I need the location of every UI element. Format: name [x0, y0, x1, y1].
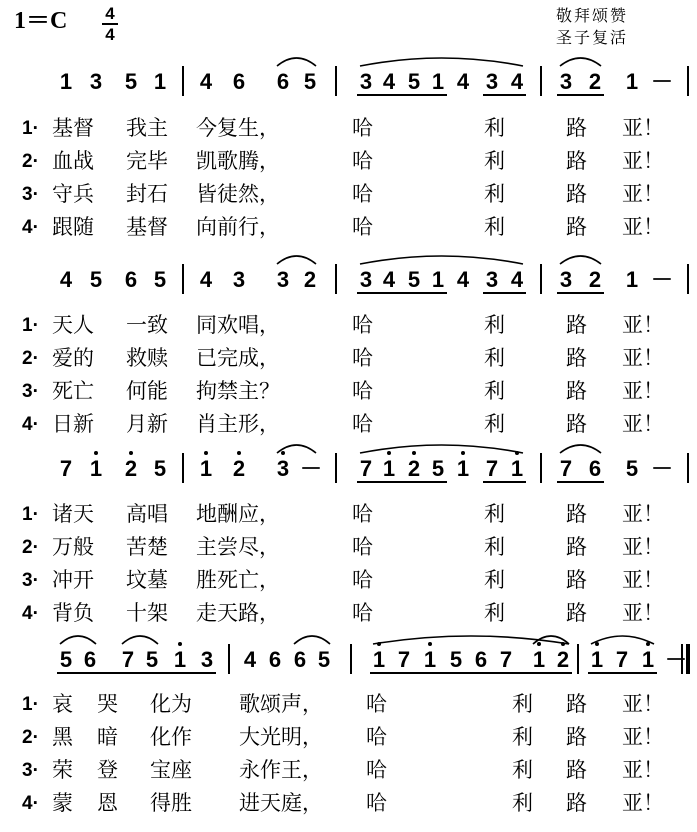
lyric-word: 恩 [97, 791, 118, 815]
lyric-word: 哈 [352, 149, 373, 173]
lyric-word: 化为 [150, 692, 192, 716]
lyric-word: 亚！ [622, 379, 664, 403]
slur-arc [560, 256, 601, 264]
jianpu-note: 2 [588, 69, 602, 94]
lyric-word: 利 [484, 346, 505, 370]
lyric-word: 暗 [97, 725, 118, 749]
jianpu-note: 6 [293, 647, 307, 672]
lyric-word: 亚！ [622, 412, 664, 436]
lyric-word: 亚！ [622, 116, 664, 140]
meter-top: 4 [105, 4, 115, 23]
lyric-word: 路 [566, 791, 587, 815]
verse-number: 2· [22, 727, 39, 748]
lyric-word: 哈 [352, 116, 373, 140]
jianpu-note: 4 [382, 69, 396, 94]
jianpu-note: 1 [382, 456, 396, 481]
jianpu-note: 4 [199, 69, 213, 94]
slur-arc [122, 636, 158, 644]
lyric-word: 坟墓 [126, 568, 168, 592]
lyric-word: 亚！ [622, 313, 664, 337]
lyric-word: 路 [566, 379, 587, 403]
lyric-word: 利 [484, 116, 505, 140]
verse-number: 4· [22, 603, 39, 624]
jianpu-note: 6 [268, 647, 282, 672]
lyric-word: 哈 [352, 215, 373, 239]
lyric-word: 背负 [52, 601, 94, 625]
verse-number: 2· [22, 151, 39, 172]
lyric-word: 基督 [52, 116, 94, 140]
lyric-word: 路 [566, 412, 587, 436]
jianpu-note: 1 [532, 647, 546, 672]
lyric-word: 哈 [352, 182, 373, 206]
verse-number: 4· [22, 793, 39, 814]
lyric-word: 哈 [352, 379, 373, 403]
lyric-word: 跟随 [52, 215, 94, 239]
lyric-word: 哈 [352, 346, 373, 370]
lyric-word: 亚！ [622, 149, 664, 173]
lyric-word: 月新 [126, 412, 168, 436]
jianpu-note: 6 [232, 69, 246, 94]
slur-arc [277, 58, 316, 66]
verse-number: 3· [22, 184, 39, 205]
jianpu-note: 7 [59, 456, 73, 481]
lyric-word: 亚！ [622, 692, 664, 716]
lyric-word: 亚！ [622, 791, 664, 815]
lyric-word: 救赎 [126, 346, 168, 370]
lyric-word: 走天路， [196, 601, 280, 625]
lyric-word: 肖主形， [196, 412, 280, 436]
lyric-word: 利 [484, 601, 505, 625]
lyric-word: 胜死亡， [196, 568, 280, 592]
octave-dot [461, 451, 465, 455]
lyric-word: 冲开 [52, 568, 94, 592]
octave-dot [129, 451, 133, 455]
jianpu-note: 7 [121, 647, 135, 672]
jianpu-note: 4 [199, 267, 213, 292]
lyric-word: 路 [566, 116, 587, 140]
jianpu-note: 3 [559, 267, 573, 292]
slur-arc [560, 445, 601, 453]
jianpu-note: 3 [89, 69, 103, 94]
lyric-word: 亚！ [622, 758, 664, 782]
jianpu-note: 2 [232, 456, 246, 481]
jianpu-note: 6 [474, 647, 488, 672]
lyric-word: 血战 [52, 149, 94, 173]
lyric-word: 路 [566, 568, 587, 592]
jianpu-note: 6 [124, 267, 138, 292]
jianpu-note: 4 [456, 267, 470, 292]
lyric-word: 哈 [366, 758, 387, 782]
jianpu-note: 5 [89, 267, 103, 292]
lyric-word: 今复生， [196, 116, 280, 140]
jianpu-note: 2 [556, 647, 570, 672]
lyric-word: 守兵 [52, 182, 94, 206]
lyric-word: 宝座 [150, 758, 192, 782]
verse-number: 1· [22, 118, 39, 139]
slur-arc [560, 58, 601, 66]
lyric-word: 利 [484, 379, 505, 403]
lyric-word: 路 [566, 313, 587, 337]
lyric-word: 利 [484, 215, 505, 239]
lyric-word: 哈 [352, 535, 373, 559]
jianpu-note: 3 [485, 69, 499, 94]
verse-number: 1· [22, 694, 39, 715]
jianpu-note: 3 [485, 267, 499, 292]
jianpu-note: 5 [153, 456, 167, 481]
lyric-word: 诸天 [52, 502, 94, 526]
lyric-word: 路 [566, 149, 587, 173]
verse-number: 4· [22, 414, 39, 435]
jianpu-note: 6 [83, 647, 97, 672]
lyric-word: 进天庭， [239, 791, 323, 815]
lyric-word: 十架 [126, 601, 168, 625]
lyric-word: 得胜 [150, 791, 192, 815]
octave-dot [204, 451, 208, 455]
jianpu-note: 1 [625, 69, 639, 94]
jianpu-note: 5 [431, 456, 445, 481]
lyric-word: 凯歌腾， [196, 149, 280, 173]
jianpu-note: 2 [588, 267, 602, 292]
jianpu-note: 4 [510, 267, 524, 292]
verse-number: 4· [22, 217, 39, 238]
jianpu-note: 5 [625, 456, 639, 481]
lyric-word: 荣 [52, 758, 73, 782]
octave-dot [428, 642, 432, 646]
verse-number: 3· [22, 381, 39, 402]
octave-dot [178, 642, 182, 646]
lyric-word: 利 [484, 535, 505, 559]
octave-dot [537, 642, 541, 646]
jianpu-note: 3 [359, 267, 373, 292]
lyric-word: 哀 [52, 692, 73, 716]
slur-arc [360, 256, 523, 264]
lyric-word: 永作王， [239, 758, 323, 782]
credit-category: 敬拜颂赞 [556, 6, 629, 25]
jianpu-note: 6 [276, 69, 290, 94]
octave-dot [281, 451, 285, 455]
lyric-word: 亚！ [622, 346, 664, 370]
lyric-word: 利 [512, 758, 533, 782]
jianpu-note: 1 [456, 456, 470, 481]
jianpu-note: 7 [559, 456, 573, 481]
lyric-word: 哈 [366, 791, 387, 815]
slur-arc [591, 636, 654, 644]
jianpu-note: 4 [59, 267, 73, 292]
jianpu-note: 6 [588, 456, 602, 481]
jianpu-note: 1 [173, 647, 187, 672]
jianpu-note: 3 [359, 69, 373, 94]
lyric-word: 哈 [352, 412, 373, 436]
lyric-word: 化作 [150, 725, 192, 749]
lyric-word: 皆徒然， [196, 182, 280, 206]
lyric-word: 高唱 [126, 502, 168, 526]
lyric-word: 哈 [352, 568, 373, 592]
lyric-word: 亚！ [622, 725, 664, 749]
lyric-word: 一致 [126, 313, 168, 337]
jianpu-note: 5 [153, 267, 167, 292]
lyric-word: 哈 [352, 601, 373, 625]
lyric-word: 路 [566, 346, 587, 370]
lyric-word: 利 [484, 412, 505, 436]
lyric-word: 地酬应， [196, 502, 280, 526]
jianpu-note: 7 [615, 647, 629, 672]
jianpu-note: 2 [124, 456, 138, 481]
lyric-word: 哈 [352, 502, 373, 526]
jianpu-note: 1 [625, 267, 639, 292]
lyric-word: 亚！ [622, 535, 664, 559]
lyric-word: 利 [484, 502, 505, 526]
octave-dot [387, 451, 391, 455]
lyric-word: 基督 [126, 215, 168, 239]
lyric-word: 亚！ [622, 215, 664, 239]
lyric-word: 路 [566, 692, 587, 716]
jianpu-note: 3 [200, 647, 214, 672]
lyric-word: 哈 [366, 725, 387, 749]
lyric-word: 苦楚 [126, 535, 168, 559]
jianpu-note: 1 [590, 647, 604, 672]
jianpu-note: 1 [510, 456, 524, 481]
jianpu-note: 1 [199, 456, 213, 481]
jianpu-note: － [300, 456, 323, 481]
jianpu-note: 1 [431, 69, 445, 94]
slur-arc [360, 58, 523, 66]
verse-number: 3· [22, 760, 39, 781]
lyric-word: 哭 [97, 692, 118, 716]
lyric-word: 已完成， [196, 346, 280, 370]
jianpu-note: － [665, 647, 688, 672]
lyric-word: 利 [484, 313, 505, 337]
key-signature: 1＝C [14, 8, 68, 34]
lyric-word: 路 [566, 535, 587, 559]
verse-number: 2· [22, 348, 39, 369]
jianpu-note: 7 [397, 647, 411, 672]
slur-arc [277, 256, 316, 264]
jianpu-note: 2 [303, 267, 317, 292]
lyric-word: 死亡 [52, 379, 94, 403]
verse-number: 2· [22, 537, 39, 558]
lyric-word: 路 [566, 601, 587, 625]
lyric-word: 何能 [126, 379, 168, 403]
lyric-word: 利 [512, 791, 533, 815]
lyric-word: 利 [484, 568, 505, 592]
lyric-word: 黑 [52, 725, 73, 749]
lyric-word: 爱的 [52, 346, 94, 370]
jianpu-note: 7 [499, 647, 513, 672]
lyric-word: 亚！ [622, 182, 664, 206]
jianpu-note: － [651, 267, 674, 292]
jianpu-note: － [651, 69, 674, 94]
lyric-word: 拘禁主？ [196, 379, 280, 403]
jianpu-note: 7 [485, 456, 499, 481]
lyric-word: 封石 [126, 182, 168, 206]
jianpu-note: 1 [372, 647, 386, 672]
jianpu-note: 1 [153, 69, 167, 94]
verse-number: 1· [22, 504, 39, 525]
jianpu-note: 5 [124, 69, 138, 94]
lyric-word: 亚！ [622, 502, 664, 526]
jianpu-note: 5 [59, 647, 73, 672]
jianpu-note: 5 [303, 69, 317, 94]
lyric-word: 路 [566, 502, 587, 526]
jianpu-note: 4 [510, 69, 524, 94]
lyric-word: 完毕 [126, 149, 168, 173]
jianpu-note: 1 [89, 456, 103, 481]
lyric-word: 向前行， [196, 215, 280, 239]
lyric-word: 亚！ [622, 568, 664, 592]
lyric-word: 主尝尽， [196, 535, 280, 559]
jianpu-note: 1 [59, 69, 73, 94]
octave-dot [237, 451, 241, 455]
slur-arc [60, 636, 96, 644]
slur-arc [360, 445, 523, 453]
jianpu-note: 2 [407, 456, 421, 481]
jianpu-note: 5 [145, 647, 159, 672]
lyric-word: 路 [566, 758, 587, 782]
jianpu-note: 3 [232, 267, 246, 292]
meter-bottom: 4 [105, 25, 115, 44]
lyric-word: 哈 [366, 692, 387, 716]
jianpu-note: 5 [317, 647, 331, 672]
jianpu-note: 4 [456, 69, 470, 94]
lyric-word: 万般 [52, 535, 94, 559]
jianpu-note: 5 [407, 267, 421, 292]
lyric-word: 路 [566, 725, 587, 749]
jianpu-note: － [651, 456, 674, 481]
lyric-word: 利 [512, 692, 533, 716]
lyric-word: 路 [566, 215, 587, 239]
jianpu-note: 3 [559, 69, 573, 94]
jianpu-note: 7 [359, 456, 373, 481]
lyric-word: 天人 [52, 313, 94, 337]
jianpu-note: 3 [276, 267, 290, 292]
lyric-word: 利 [484, 182, 505, 206]
lyric-word: 利 [512, 725, 533, 749]
jianpu-note: 3 [276, 456, 290, 481]
verse-number: 1· [22, 315, 39, 336]
credit-subtitle: 圣子复活 [556, 28, 629, 47]
lyric-word: 路 [566, 182, 587, 206]
verse-number: 3· [22, 570, 39, 591]
lyric-word: 我主 [126, 116, 168, 140]
jianpu-note: 4 [243, 647, 257, 672]
jianpu-note: 1 [431, 267, 445, 292]
octave-dot [412, 451, 416, 455]
lyric-word: 歌颂声， [239, 692, 323, 716]
slur-arc [294, 636, 330, 644]
lyric-word: 蒙 [52, 791, 73, 815]
lyric-word: 哈 [352, 313, 373, 337]
jianpu-note: 5 [407, 69, 421, 94]
jianpu-note: 5 [449, 647, 463, 672]
lyric-word: 日新 [52, 412, 94, 436]
jianpu-note: 1 [423, 647, 437, 672]
lyric-word: 亚！ [622, 601, 664, 625]
jianpu-note: 1 [641, 647, 655, 672]
octave-dot [94, 451, 98, 455]
lyric-word: 利 [484, 149, 505, 173]
lyric-word: 大光明， [239, 725, 323, 749]
lyric-word: 同欢唱， [196, 313, 280, 337]
lyric-word: 登 [97, 758, 118, 782]
jianpu-note: 4 [382, 267, 396, 292]
